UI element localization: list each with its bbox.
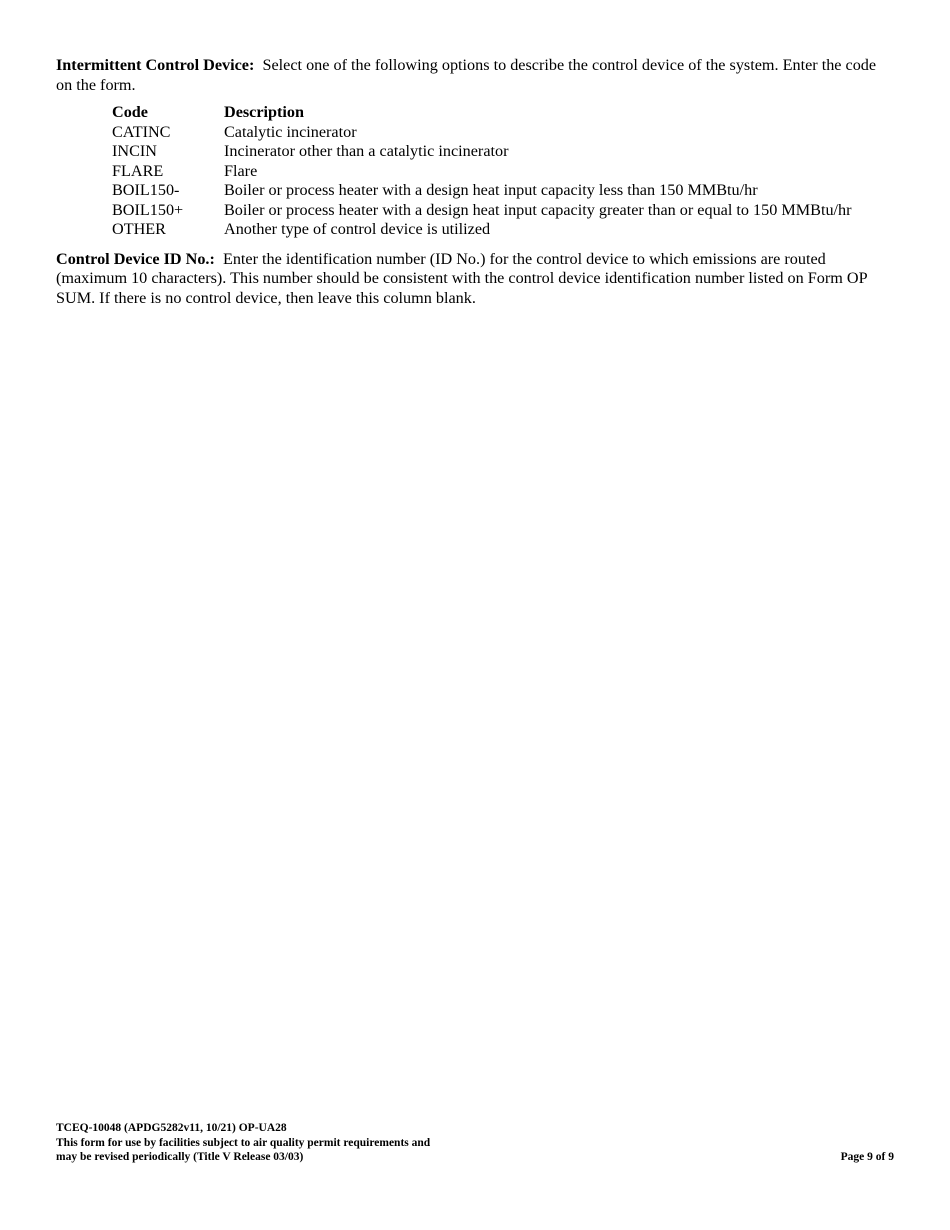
footer-usage-note: This form for use by facilities subject to air quality permit requirements and [56, 1136, 431, 1149]
control-device-id-paragraph [56, 250, 896, 309]
intermittent-control-device-heading: Intermittent Control Device: [56, 56, 255, 74]
table-row [112, 181, 852, 201]
control-device-code-table [112, 103, 852, 240]
description-cell: Flare [224, 161, 258, 180]
control-device-id-heading: Control Device ID No.: [56, 249, 215, 268]
code-column-header: Code [112, 103, 148, 121]
table-row [112, 220, 852, 240]
code-cell: OTHER [112, 220, 166, 238]
description-cell: Incinerator other than a catalytic incinerator [224, 142, 509, 160]
code-cell: BOIL150+ [112, 200, 184, 219]
description-cell: Boiler or process heater with a design heat input capacity greater than or equal to 150 MMBtu/hr [224, 200, 852, 219]
intermittent-control-device-text: Select one of the following options to describe the control device of the system. Enter the code on the form. [56, 56, 877, 94]
footer-form-id: TCEQ-10048 (APDG5282v11, 10/21) OP-UA28 [56, 1122, 287, 1134]
intermittent-control-device-paragraph [56, 56, 896, 95]
code-cell: FLARE [112, 161, 164, 180]
table-row [112, 123, 852, 143]
footer-revision-note: may be revised periodically (Title V Release 03/03) [56, 1151, 304, 1163]
table-row [112, 142, 852, 162]
table-row [112, 201, 852, 221]
table-row [112, 162, 852, 182]
page-number: Page 9 of 9 [840, 1151, 894, 1163]
code-cell: CATINC [112, 122, 171, 141]
description-cell: Another type of control device is utilized [224, 220, 491, 238]
description-column-header: Description [224, 103, 305, 121]
description-cell: Catalytic incinerator [224, 122, 357, 141]
code-cell: BOIL150- [112, 181, 180, 199]
control-device-id-text: Enter the identification number (ID No.) for the control device to which emissions are routed (maximum 10 characters). This number should be consistent with the control device identification number listed on Form OP SUM. If there is no control device, then leave this column blank. [56, 249, 868, 307]
page-footer [56, 1121, 894, 1165]
code-cell: INCIN [112, 142, 157, 160]
description-cell: Boiler or process heater with a design heat input capacity less than 150 MMBtu/hr [224, 181, 758, 199]
code-table-header-row [112, 103, 852, 123]
document-page [56, 56, 896, 308]
